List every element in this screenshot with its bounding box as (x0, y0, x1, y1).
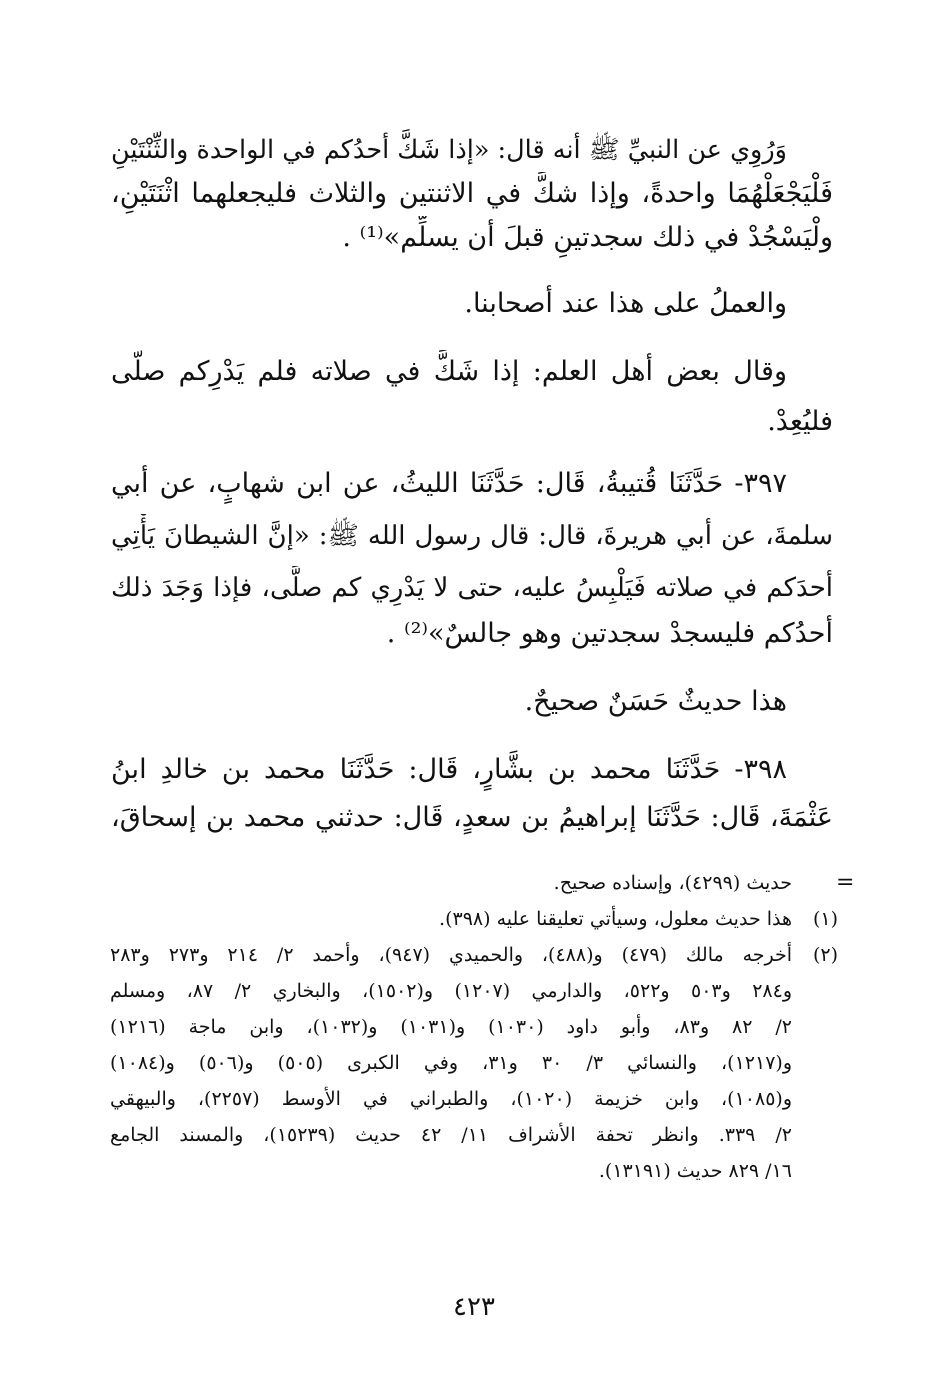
footnote-2-text: أخرجه مالك (٤٧٩) و(٤٨٨)، والحميدي (٩٤٧)، وأحمد ٢/ ٢١٤ و٢٧٣ و٢٨٣ (110, 944, 793, 966)
text-line: فَلْيَجْعَلْهُمَا واحدةً، وإذا شكَّ في الاثنتين والثلاث فليجعلهما اثْنَتَيْنِ، (111, 178, 833, 209)
footnote-2-line: و(١٠٨٥)، وابن خزيمة (١٠٢٠)، والطبراني في الأوسط (٢٢٥٧)، والبيهقي (110, 1088, 792, 1110)
hadith-line: سلمةَ، عن أبي هريرةَ، قال: قال رسول الله ﷺ: «إنَّ الشيطانَ يَأْتِي (111, 521, 833, 551)
footnote-2-number: (٢) (812, 944, 838, 966)
footnote-1-number: (١) (812, 908, 838, 930)
footnote-2-line: ٢/ ٨٢ و٨٣، وأبو داود (١٠٣٠) و(١٠٣١) و(١٠٣٢)، وابن ماجة (١٢١٦) (110, 1016, 792, 1038)
footnote-2-line: ١٦/ ٨٢٩ حديث (١٣١٩١). (598, 1160, 792, 1182)
text-line: وَرُوِي عن النبيِّ ﷺ أنه قال: «إذا شَكَّ أحدُكم في الواحدة والثِّنْتَيْنِ (111, 135, 787, 165)
text-line: وقال بعض أهل العلم: إذا شَكَّ في صلاته فلم يَدْرِكم صلَّى (111, 356, 787, 387)
grading-line: هذا حديثٌ حَسَنٌ صحيحٌ. (524, 686, 787, 717)
footnote-2-line: و٢٨٤ و٥٠٣ و٥٢٢، والدارمي (١٢٠٧) و(١٥٠٢)، والبخاري ٢/ ٨٧، ومسلم (110, 980, 792, 1002)
hadith-line: ٣٩٧- حَدَّثَنَا قُتيبةُ، قَال: حَدَّثَنَا الليثُ، عن ابن شهابٍ، عن أبي (111, 468, 787, 499)
hadith-line: أحدُكم فليسجدْ سجدتين وهو جالسٌ»⁽²⁾ . (386, 618, 833, 649)
footnote-1 (110, 902, 838, 936)
text-line: والعملُ على هذا عند أصحابنا. (464, 288, 787, 319)
footnote-2-first-line (110, 938, 838, 972)
hadith-line: أحدَكم في صلاته فَيَلْبِسُ عليه، حتى لا يَدْرِي كم صلَّى، فإذا وَجَدَ ذلك (111, 573, 833, 603)
page-number: ٤٢٣ (453, 1292, 495, 1322)
text-line: فليُعِدْ. (767, 406, 833, 437)
footnote-2-line: ٢/ ٣٣٩. وانظر تحفة الأشراف ١١/ ٤٢ حديث (١٥٢٣٩)، والمسند الجامع (110, 1124, 792, 1146)
footnote-continuation-mark: = (836, 870, 855, 895)
footnote-continuation: حديث (٤٢٩٩)، وإسناده صحيح. (553, 872, 792, 894)
text-line: ولْيَسْجُدْ في ذلك سجدتينِ قبلَ أن يسلِّم»⁽¹⁾ . (342, 222, 833, 253)
hadith-line: عَثْمَةَ، قَال: حَدَّثَنَا إبراهيمُ بن سعدٍ، قَال: حدثني محمد بن إسحاقَ، (111, 802, 833, 833)
footnote-2-line: و(١٢١٧)، والنسائي ٣/ ٣٠ و٣١، وفي الكبرى (٥٠٥) و(٥٠٦) و(١٠٨٤) (110, 1052, 792, 1074)
footnote-1-text: هذا حديث معلول، وسيأتي تعليقنا عليه (٣٩٨). (439, 908, 792, 930)
hadith-line: ٣٩٨- حَدَّثَنَا محمد بن بشَّارٍ، قَال: حَدَّثَنَا محمد بن خالدِ ابنُ (111, 754, 787, 785)
